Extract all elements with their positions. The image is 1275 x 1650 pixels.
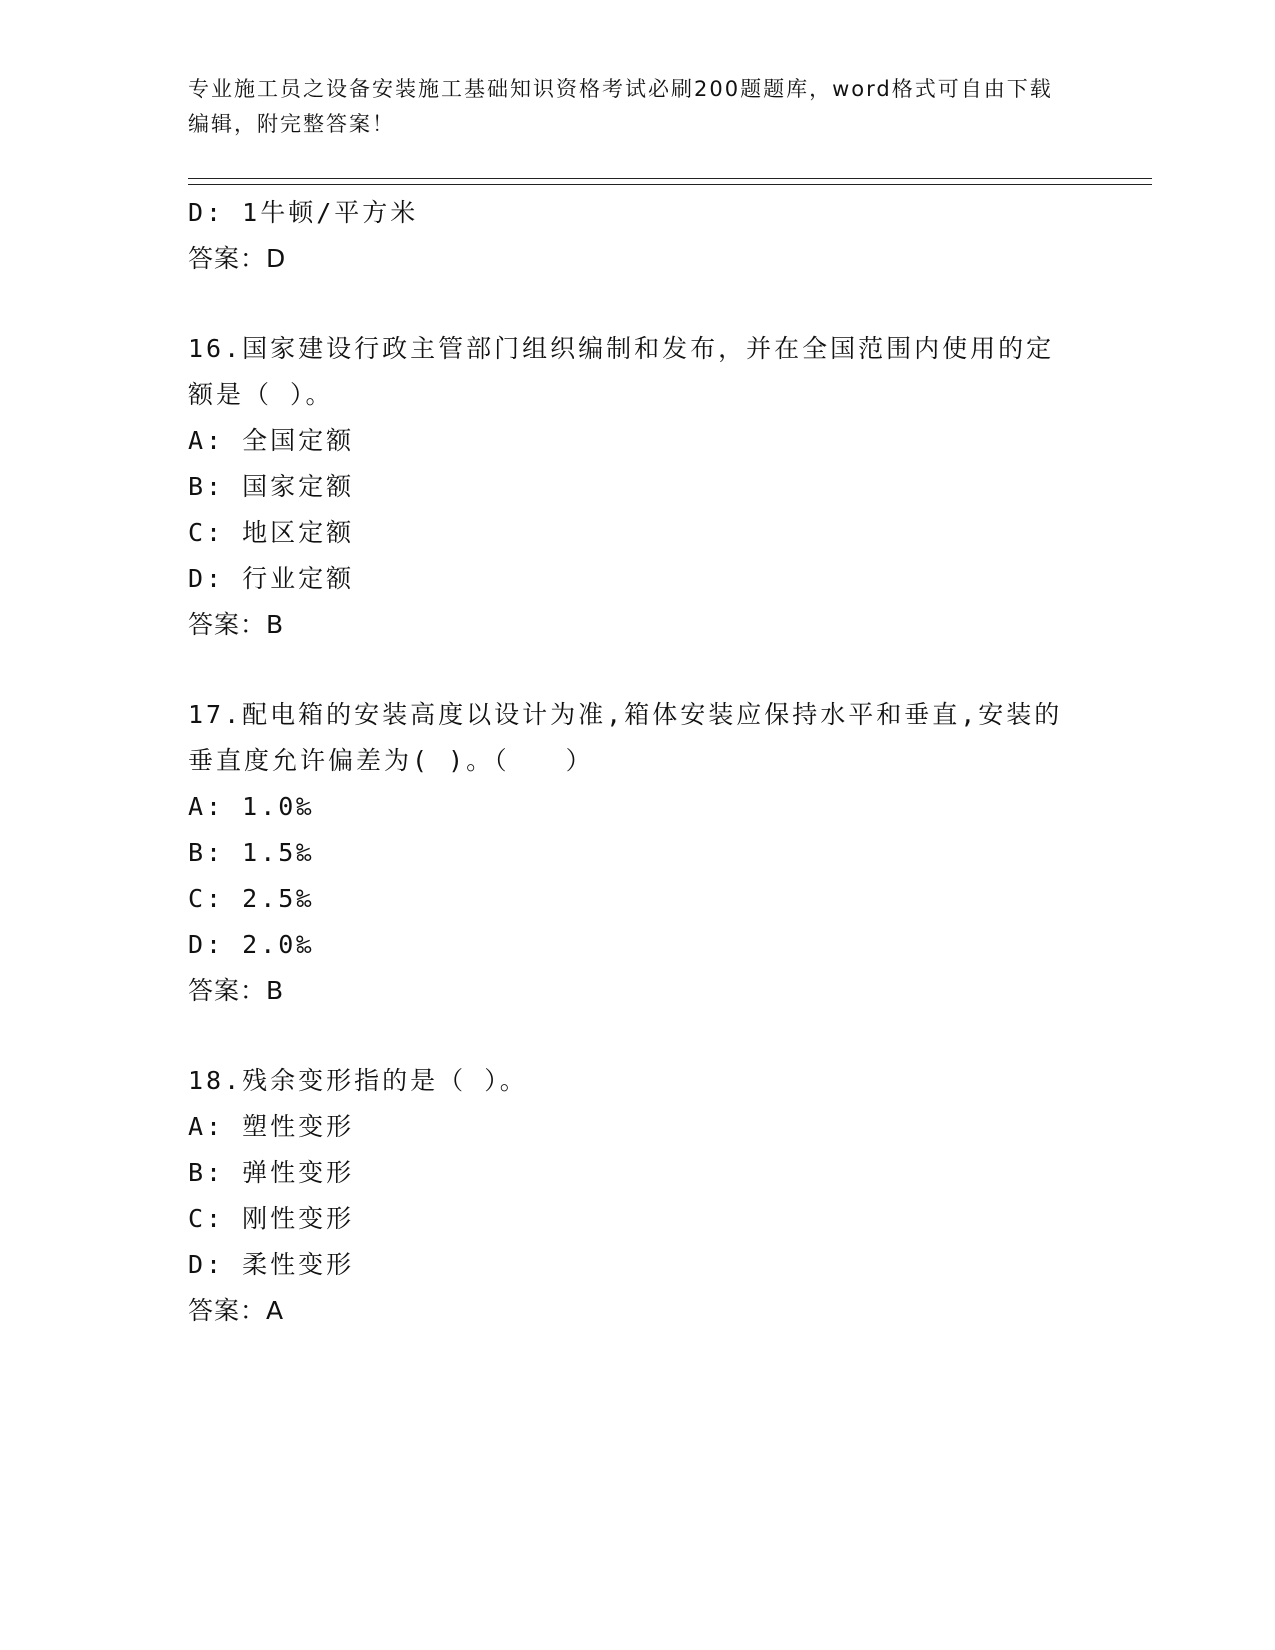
- option-c: C: 地区定额: [188, 518, 355, 547]
- question-item-17: [188, 692, 1088, 1014]
- option-d: D: 行业定额: [188, 564, 355, 593]
- option-b: B: 国家定额: [188, 472, 355, 501]
- question-answer: 答案：B: [188, 976, 285, 1005]
- option-a: A: 1.0‰: [188, 792, 315, 821]
- option-c: C: 刚性变形: [188, 1204, 355, 1233]
- option-c: C: 2.5‰: [188, 884, 315, 913]
- option-a: A: 塑性变形: [188, 1112, 355, 1141]
- spacer: [188, 1014, 1088, 1058]
- spacer: [188, 282, 1088, 326]
- prev-question-option-d: D: 1牛顿/平方米: [188, 198, 419, 227]
- option-b: B: 弹性变形: [188, 1158, 355, 1187]
- question-answer: 答案：A: [188, 1296, 285, 1325]
- question-item-16: [188, 326, 1088, 648]
- question-stem: 17.配电箱的安装高度以设计为准,箱体安装应保持水平和垂直,安装的垂直度允许偏差为( )。（ ）: [188, 700, 1063, 775]
- prev-question-answer: 答案：D: [188, 244, 287, 273]
- spacer: [188, 648, 1088, 692]
- option-a: A: 全国定额: [188, 426, 355, 455]
- question-answer: 答案：B: [188, 610, 285, 639]
- header-divider-top: [188, 178, 1152, 179]
- question-list: [188, 190, 1088, 1334]
- option-d: D: 柔性变形: [188, 1250, 355, 1279]
- question-item-18: [188, 1058, 1088, 1334]
- document-header-title: 专业施工员之设备安装施工基础知识资格考试必刷200题题库，word格式可自由下载编辑，附完整答案！: [188, 77, 1053, 136]
- option-b: B: 1.5‰: [188, 838, 315, 867]
- header-divider-bottom: [188, 184, 1152, 185]
- question-stem: 16.国家建设行政主管部门组织编制和发布，并在全国范围内使用的定额是（ ）。: [188, 334, 1055, 409]
- question-stem: 18.残余变形指的是（ ）。: [188, 1066, 528, 1095]
- option-d: D: 2.0‰: [188, 930, 315, 959]
